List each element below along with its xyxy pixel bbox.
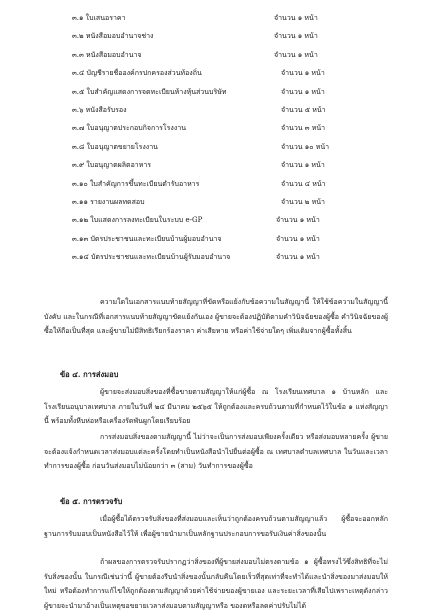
intro-paragraph: ความใดในเอกสารแนบท้ายสัญญาที่ขัดหรือแย้งกับข้อความในสัญญานี้ ให้ใช้ข้อความในสัญญานี้บังคับ และในกรณีที่เอกสารแนบท้ายสัญญาขัดแย้งกันเอง ผู้ขายจะต้องปฏิบัติตามคำวินิจฉัยของผู้ซื้อ คำวินิจฉัยของผู้ซื้อให้ถือเป็นที่สุด และผู้ขายไม่มีสิทธิเรียกร้องราคา ค่าเสียหาย หรือค่าใช้จ่ายใดๆ เพิ่มเติมจากผู้ซื้อทั้งสิ้น: [44, 298, 388, 336]
list-item: [0, 175, 424, 193]
list-item: [0, 211, 424, 229]
item-qty: จำนวน ๑๐ หน้า: [281, 142, 330, 151]
section-4-paragraph-1: ผู้ขายจะส่งมอบสิ่งของที่ซื้อขายตามสัญญาให้แก่ผู้ซื้อ ณ โรงเรียนเทศบาล ๑ บ้านหลัก และโรงเรียนอนุบาลเทศบาล ภายในวันที่ ๒๔ มีนาคม ๒๕๖๕ ให้ถูกต้องและครบถ้วนตามที่กำหนดไว้ในข้อ ๑ แห่งสัญญานี้ พร้อมทั้งหีบห่อหรือเครื่องรัดพันผูกโดยเรียบร้อย: [44, 388, 388, 426]
list-item: [0, 27, 424, 45]
item-qty: จำนวน ๑ หน้า: [281, 161, 325, 170]
item-name: ๓.๘ ใบอนุญาตขยายโรงงาน: [72, 142, 158, 151]
section-4-heading: ข้อ ๔. การส่งมอบ: [60, 370, 119, 379]
list-item: [0, 138, 424, 156]
item-qty: จำนวน ๑ หน้า: [274, 32, 318, 41]
section-4-paragraph-2: การส่งมอบสิ่งของตามสัญญานี้ ไม่ว่าจะเป็นการส่งมอบเพียงครั้งเดียว หรือส่งมอบหลายครั้ง ผู้ขายจะต้องแจ้งกำหนดเวลาส่งมอบแต่ละครั้งโดยทำเป็นหนังสือนำไปยื่นต่อผู้ซื้อ ณ เทศบาลตำบลเทศบาล ในวันและเวลาทำการของผู้ซื้อ ก่อนวันส่งมอบไม่น้อยกว่า ๓ (สาม) วันทำการของผู้ซื้อ: [44, 433, 388, 471]
item-name: ๓.๑๒ ใบแสดงการลงทะเบียนในระบบ e-GP: [72, 216, 203, 225]
list-item: [0, 193, 424, 211]
item-name: ๓.๒ หนังสือมอบอำนาจช่าง: [72, 32, 154, 41]
item-qty: จำนวน ๕ หน้า: [281, 105, 326, 114]
item-name: ๓.๗ ใบอนุญาตประกอบกิจการโรงงาน: [72, 124, 186, 133]
item-qty: จำนวน ๑ หน้า: [274, 14, 318, 22]
item-qty: จำนวน ๒ หน้า: [281, 197, 325, 206]
section-5-paragraph-2: ถ้าผลของการตรวจรับปรากฏว่าสิ่งของที่ผู้ขายส่งมอบไม่ตรงตามข้อ ๑ ผู้ซื้อทรงไว้ซึ่งสิทธิที่จะไม่รับสิ่งของนั้น ในกรณีเช่นว่านี้ ผู้ขายต้องรีบนำสิ่งของนั้นกลับคืนโดยเร็วที่สุดเท่าที่จะทำได้และนำสิ่งของมาส่งมอบให้ใหม่ หรือต้องทำการแก้ไขให้ถูกต้องตามสัญญาด้วยค่าใช้จ่ายของผู้ขายเอง และระยะเวลาที่เสียไปเพราะเหตุดังกล่าวผู้ขายจะนำมาอ้างเป็นเหตุขอขยายเวลาส่งมอบตามสัญญาหรือ ของดหรือลดค่าปรับไม่ได้: [44, 558, 388, 610]
item-name: ๓.๖ หนังสือรับรอง: [72, 105, 127, 114]
item-name: ๓.๑๑ รายงานผลทดสอบ: [72, 197, 145, 206]
item-qty: จำนวน ๑ หน้า: [276, 253, 320, 262]
item-qty: จำนวน ๓ หน้า: [281, 124, 326, 133]
item-name: ๓.๓ หนังสือมอบอำนาจ: [72, 50, 142, 59]
item-qty: จำนวน ๑ หน้า: [276, 234, 320, 243]
item-name: ๓.๙ ใบอนุญาตผลิตอาหาร: [72, 161, 152, 170]
list-item: [0, 156, 424, 174]
list-item: [0, 83, 424, 101]
item-name: ๓.๑๐ ใบสำคัญการขึ้นทะเบียนตำรับอาหาร: [72, 179, 200, 188]
list-item: [0, 9, 424, 27]
item-qty: จำนวน ๑ หน้า: [276, 216, 320, 225]
list-item: [0, 64, 424, 82]
item-name: ๓.๕ ใบสำคัญแสดงการจดทะเบียนห้างหุ้นส่วนบริษัท: [72, 87, 227, 96]
section-5-paragraph-1: เมื่อผู้ซื้อได้ตรวจรับสิ่งของที่ส่งมอบและเห็นว่าถูกต้องครบถ้วนตามสัญญาแล้ว ผู้ซื้อจะออกหลักฐานการรับมอบเป็นหนังสือไว้ให้ เพื่อผู้ขายนำมาเป็นหลักฐานประกอบการขอรับเงินค่าสิ่งของนั้น: [44, 515, 388, 538]
item-name: ๓.๑ ใบเสนอราคา: [72, 14, 126, 22]
item-qty: จำนวน ๑ หน้า: [274, 50, 318, 59]
item-name: ๓.๔ บัญชีรายชื่อองค์กรปกครองส่วนท้องถิ่น: [72, 69, 202, 78]
list-item: [0, 248, 424, 266]
attachment-list: [0, 9, 424, 266]
item-name: ๓.๑๔ บัตรประชาชนและทะเบียนบ้านผู้รับมอบอำนาจ: [72, 253, 231, 262]
item-name: ๓.๑๓ บัตรประชาชนและทะเบียนบ้านผู้มอบอำนาจ: [72, 234, 222, 243]
list-item: [0, 119, 424, 137]
list-item: [0, 101, 424, 119]
section-5-heading: ข้อ ๕. การตรวจรับ: [60, 497, 123, 506]
item-qty: จำนวน ๑ หน้า: [281, 69, 325, 78]
list-item: [0, 230, 424, 248]
item-qty: จำนวน ๔ หน้า: [281, 179, 326, 188]
list-item: [0, 46, 424, 64]
item-qty: จำนวน ๑ หน้า: [281, 87, 325, 96]
